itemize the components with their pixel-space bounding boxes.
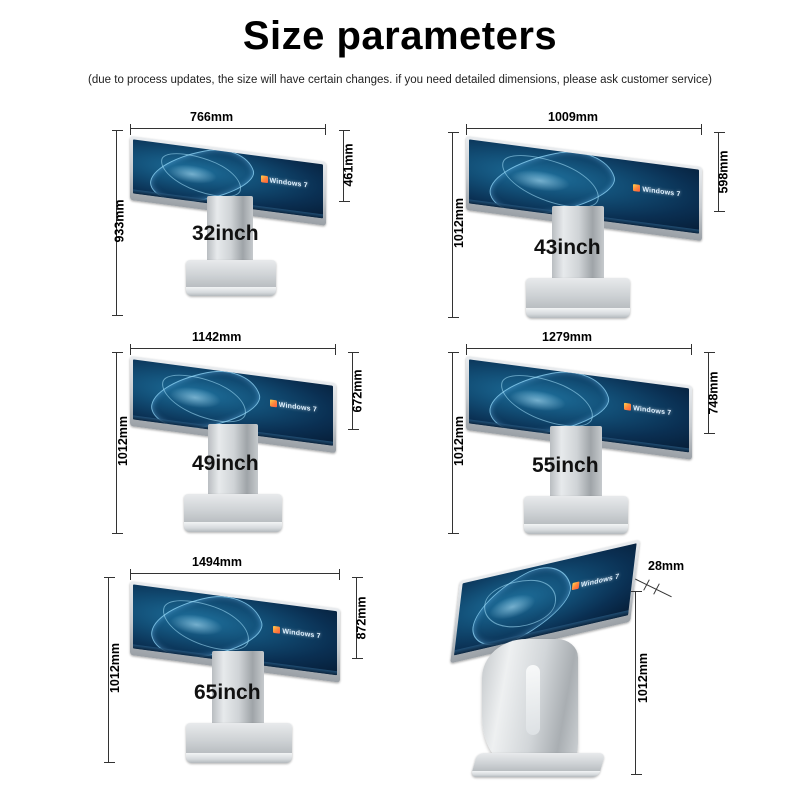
- windows-flag-icon: [633, 184, 640, 192]
- width-dimension-text: 1279mm: [542, 330, 593, 344]
- kiosk-illustration-65inch: [80, 555, 370, 795]
- windows-flag-icon: [624, 403, 631, 411]
- page-subtitle: (due to process updates, the size will have certain changes. if you need detailed dimensions, please ask customer service): [88, 74, 712, 86]
- screen-height-dimension-text: 748mm: [706, 371, 721, 415]
- size-label: 49inch: [192, 452, 259, 475]
- kiosk-base-lip: [471, 771, 601, 777]
- windows-flag-icon: [571, 582, 579, 591]
- width-dimension-text: 1494mm: [192, 555, 243, 569]
- os-logo-label: Windows 7: [270, 399, 317, 413]
- size-label: 32inch: [192, 222, 259, 245]
- pedestal-base: [186, 260, 276, 296]
- total-height-dimension-text: 1012mm: [636, 652, 651, 704]
- screen-height-dimension-text: 461mm: [341, 143, 356, 187]
- width-dimension-text: 1142mm: [192, 330, 242, 344]
- screen-height-dimension-text: 598mm: [716, 150, 731, 194]
- pedestal-base-lip: [526, 308, 630, 318]
- pedestal-base-lip: [186, 287, 276, 296]
- size-label: 65inch: [194, 681, 261, 704]
- pedestal-base: [526, 278, 630, 318]
- product-card-65inch: [80, 555, 370, 795]
- total-height-dimension-text: 933mm: [112, 199, 127, 243]
- product-card-55inch: [430, 330, 721, 560]
- width-dimension-text: 766mm: [190, 110, 234, 124]
- kiosk-illustration-43inch: [430, 110, 710, 350]
- thickness-dimension-text: 28mm: [648, 559, 685, 573]
- os-logo-label: Windows 7: [624, 403, 671, 417]
- kiosk-body-highlight: [526, 665, 540, 735]
- size-label: 43inch: [534, 236, 601, 259]
- total-height-dimension-text: 1012mm: [108, 642, 123, 694]
- pedestal-base: [524, 496, 628, 534]
- total-height-dimension-text: 1012mm: [452, 197, 467, 249]
- os-logo-label: Windows 7: [633, 184, 680, 198]
- kiosk-illustration-55inch: [430, 330, 715, 560]
- total-height-dimension-text: 1012mm: [116, 415, 131, 467]
- page-title: Size parameters: [242, 14, 558, 58]
- pedestal-base-lip: [184, 522, 282, 532]
- windows-flag-icon: [270, 399, 277, 407]
- pedestal-base: [186, 723, 292, 763]
- os-logo-label: Windows 7: [261, 176, 308, 190]
- screen-height-dimension-text: 672mm: [350, 369, 365, 413]
- pedestal-base: [184, 494, 282, 532]
- os-logo-label: Windows 7: [273, 626, 320, 640]
- size-label: 55inch: [532, 454, 599, 477]
- perspective-view: [430, 555, 730, 800]
- windows-flag-icon: [273, 626, 280, 634]
- screen-height-dimension-text: 872mm: [354, 596, 369, 640]
- product-card-43inch: [430, 110, 731, 350]
- kiosk-illustration-49inch: [100, 330, 380, 560]
- product-card-49inch: [100, 330, 380, 560]
- windows-flag-icon: [261, 176, 268, 184]
- os-logo-label: Windows 7: [571, 572, 619, 591]
- product-card-32inch: [100, 110, 370, 330]
- kiosk-illustration-32inch: [100, 110, 370, 330]
- pedestal-base-lip: [186, 753, 292, 763]
- total-height-dimension-text: 1012mm: [452, 415, 467, 467]
- pedestal-base-lip: [524, 524, 628, 534]
- kiosk-base: [471, 753, 606, 777]
- kiosk-illustration-perspective: [430, 555, 730, 800]
- width-dimension-text: 1009mm: [548, 110, 599, 124]
